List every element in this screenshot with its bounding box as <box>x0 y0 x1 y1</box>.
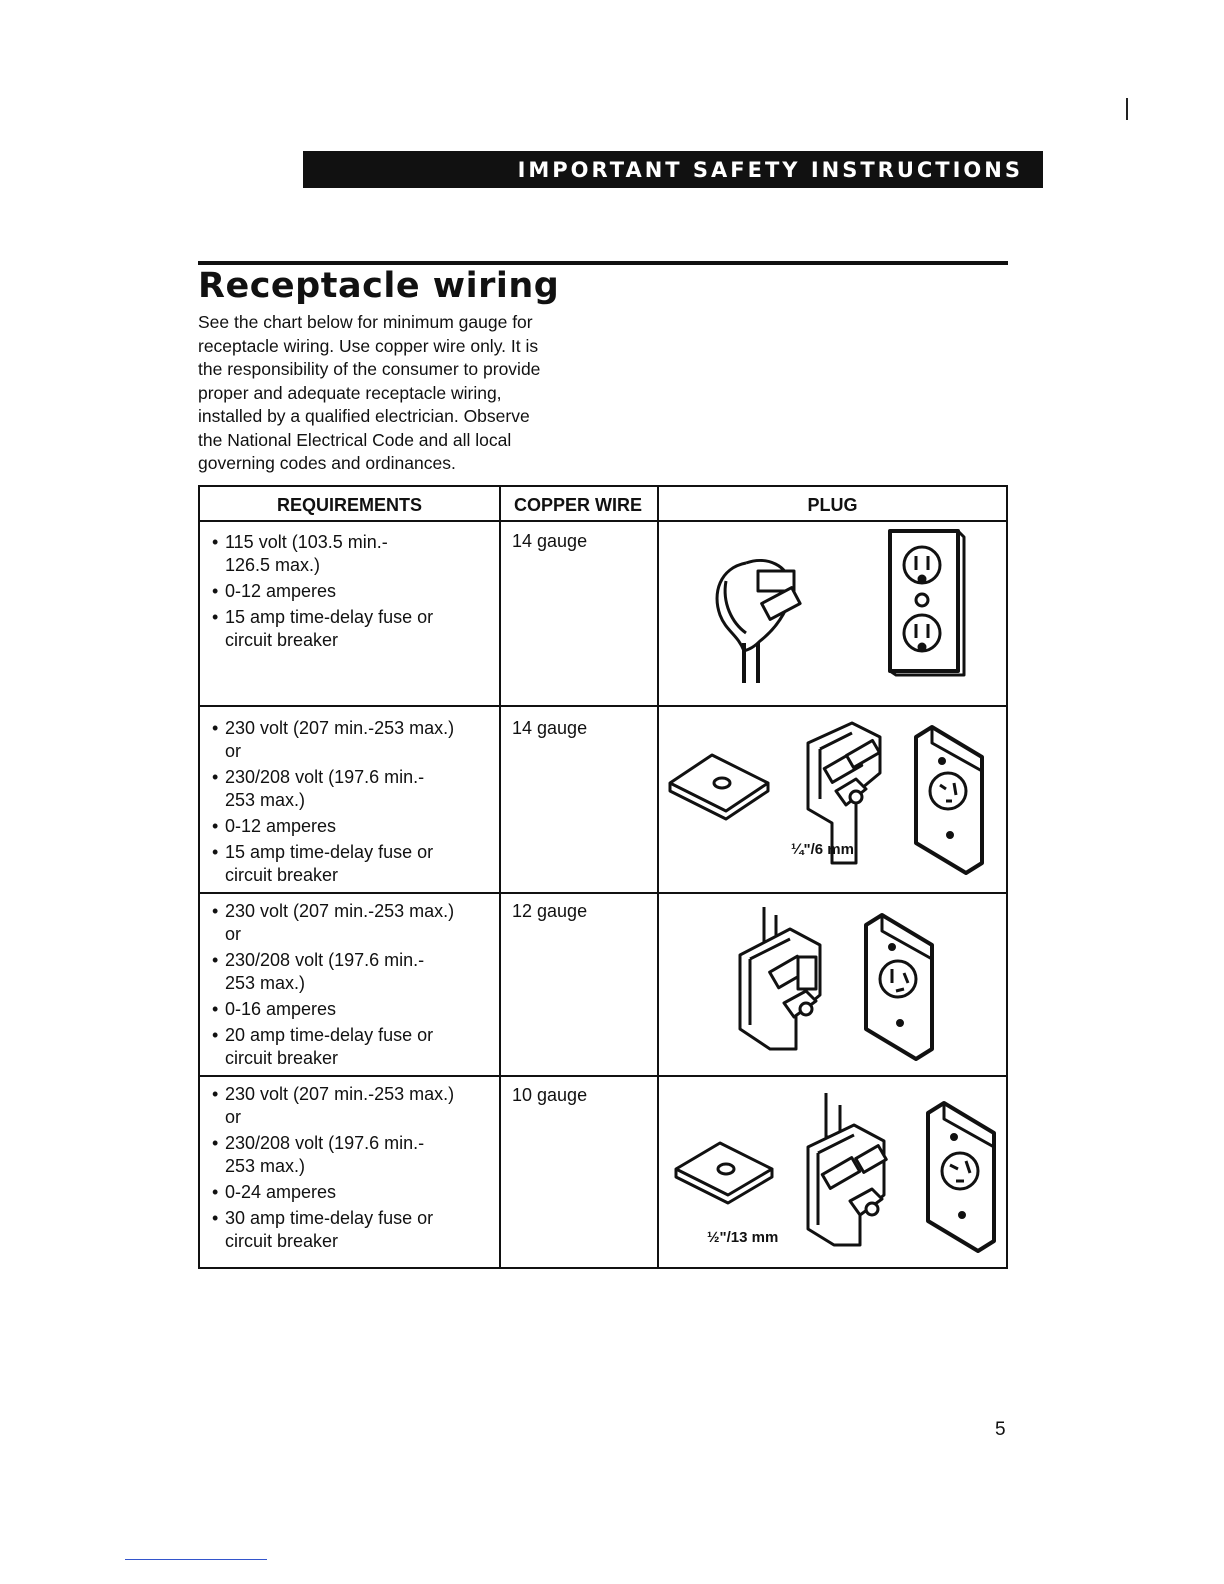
requirements-list: • 230 volt (207 min.-253 max.) or • 230/208 volt (197.6 min.- 253 max.) • 0-12 amperes • 15 amp time-delay fuse or circuit breaker <box>212 717 497 887</box>
copper-wire-gauge: 14 gauge <box>512 718 588 738</box>
wiring-table <box>198 485 1008 1269</box>
header-plug: PLUG <box>807 495 858 515</box>
header-divider <box>200 520 1006 522</box>
copper-wire-gauge: 10 gauge <box>512 1085 588 1105</box>
banner-text: IMPORTANT SAFETY INSTRUCTIONS <box>517 157 1023 182</box>
page-number: 5 <box>995 1419 1006 1440</box>
margin-mark <box>1126 98 1128 120</box>
dimension-label: ½"/13 mm <box>707 1229 779 1246</box>
footer-line <box>125 1559 267 1560</box>
requirements-list: • 230 volt (207 min.-253 max.) or • 230/208 volt (197.6 min.- 253 max.) • 0-24 amperes • 30 amp time-delay fuse or circuit breaker <box>212 1083 497 1253</box>
page-title: Receptacle wiring <box>198 266 560 306</box>
intro-paragraph: See the chart below for minimum gauge for receptacle wiring. Use copper wire only. It is the responsibility of the consumer to provide proper and adequate receptacle wiring, installed by a qualified electrician. Observe the National Electrical Code and all local governing codes and ordinances. <box>198 312 541 473</box>
column-divider <box>657 487 659 1267</box>
230v-plug-and-outlet-icon <box>660 899 1006 1069</box>
section-banner <box>303 151 1043 188</box>
column-divider <box>499 487 501 1267</box>
copper-wire-gauge: 12 gauge <box>512 901 588 921</box>
3-prong-plug-and-duplex-outlet-icon <box>660 523 1006 693</box>
title-rule <box>198 261 1008 265</box>
dimension-label: ¼"/6 mm <box>791 841 854 858</box>
header-copper-wire: COPPER WIRE <box>513 495 642 515</box>
row-divider <box>200 892 1006 894</box>
row-divider <box>200 705 1006 707</box>
row-divider <box>200 1075 1006 1077</box>
requirements-list: • 230 volt (207 min.-253 max.) or • 230/208 volt (197.6 min.- 253 max.) • 0-16 amperes • 20 amp time-delay fuse or circuit breaker <box>212 900 497 1070</box>
adapter-plug-and-outlet-icon <box>660 713 1006 889</box>
copper-wire-gauge: 14 gauge <box>512 531 588 551</box>
requirements-list: • 115 volt (103.5 min.- 126.5 max.) • 0-12 amperes • 15 amp time-delay fuse or circuit breaker <box>212 531 497 652</box>
header-requirements: REQUIREMENTS <box>276 495 422 515</box>
